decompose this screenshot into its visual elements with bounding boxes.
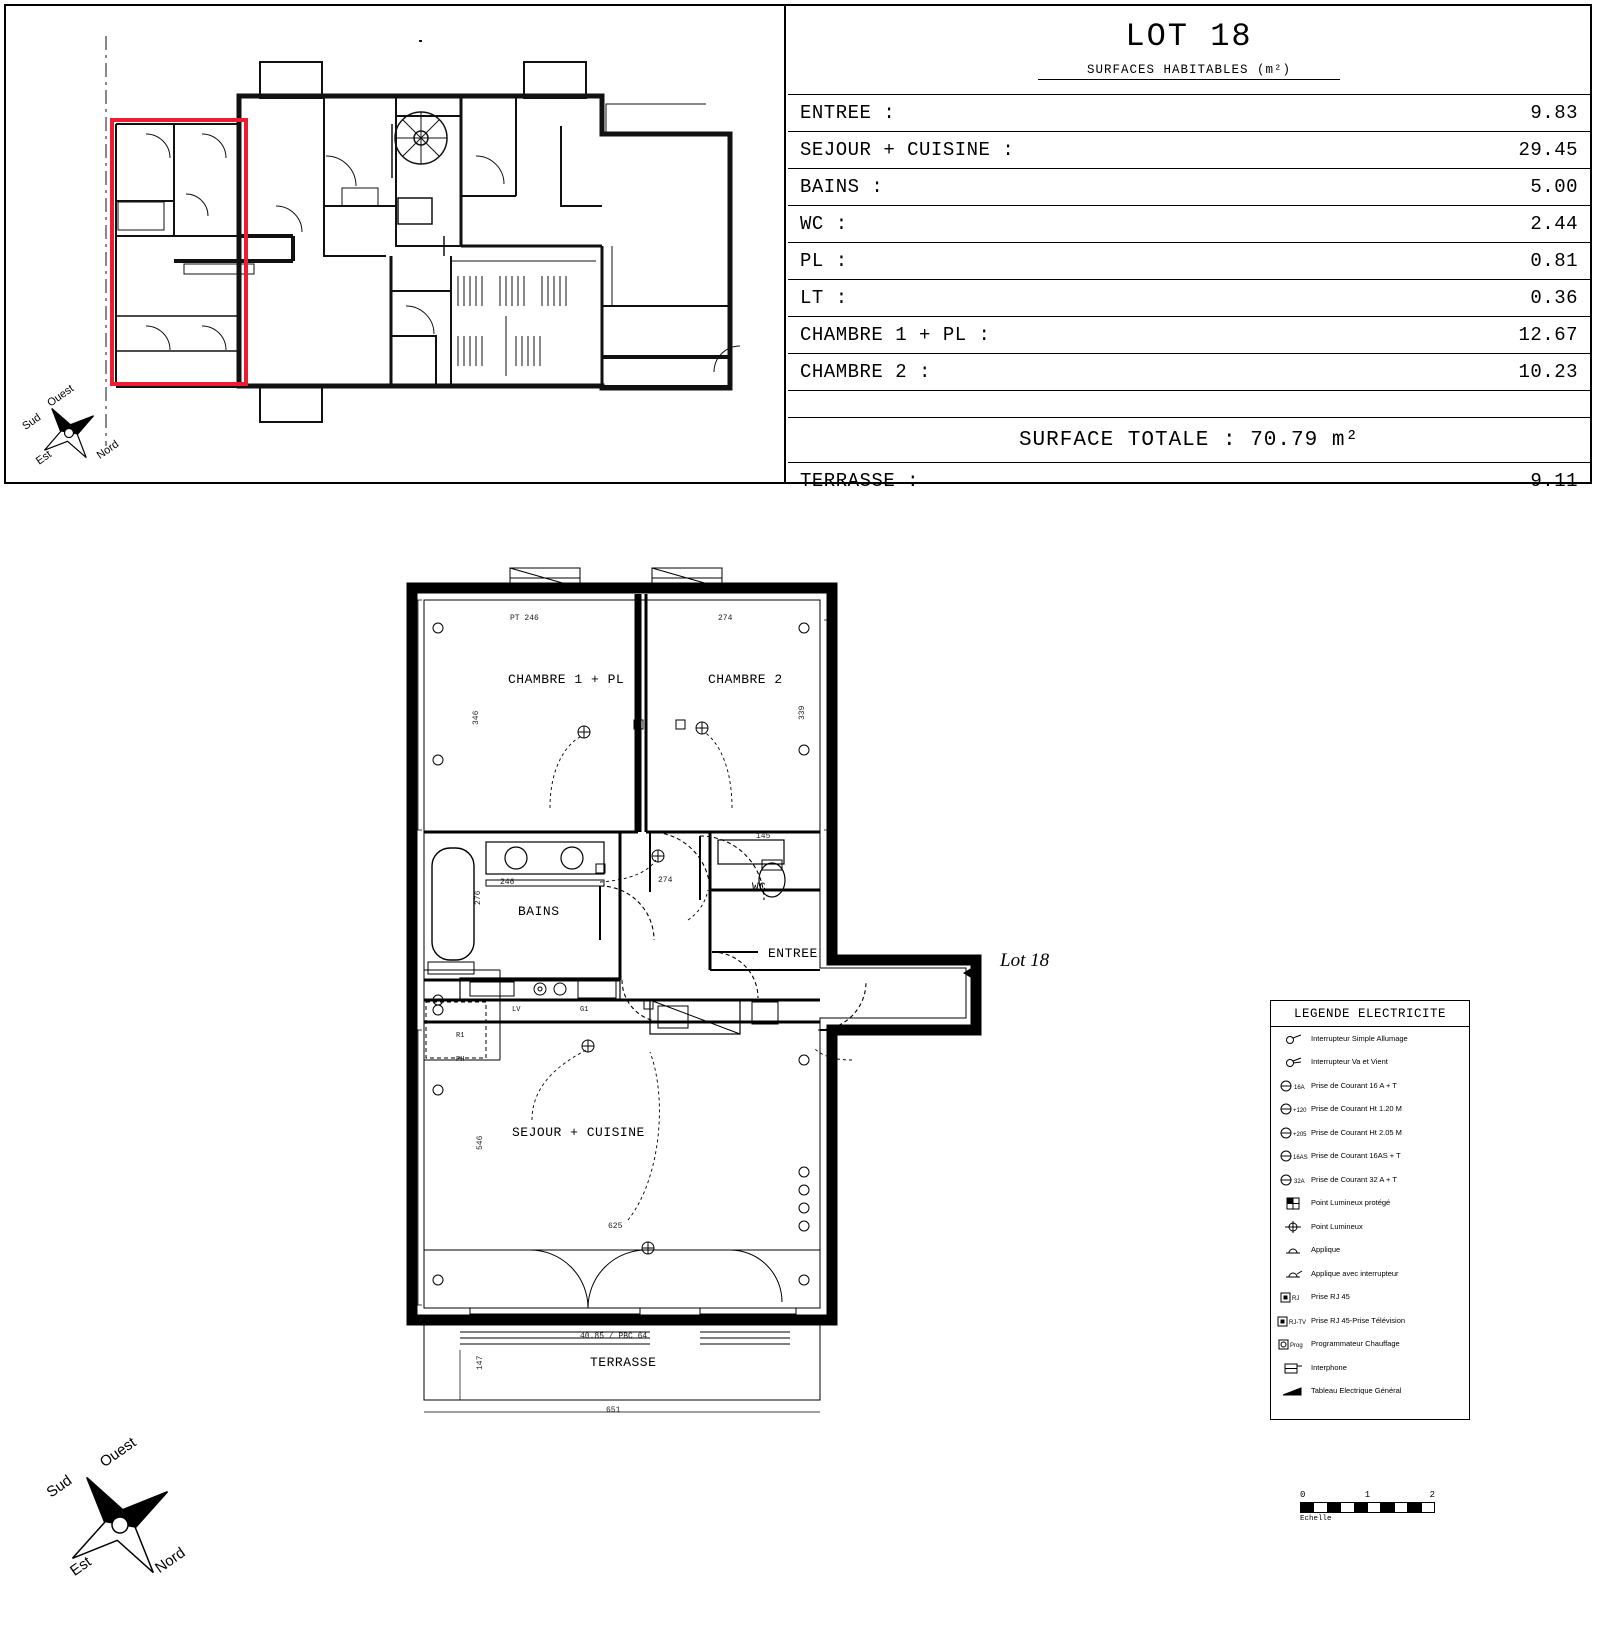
title-block-panel: [4, 4, 1592, 492]
surfaces-row-list: [788, 94, 1590, 499]
row-value: 29.45: [1518, 139, 1578, 161]
socket-h120-icon: [1277, 1103, 1311, 1115]
compass-rose-keyplan: [14, 382, 124, 481]
switch-simple-icon: [1277, 1033, 1311, 1045]
compass-label-ouest: Ouest: [45, 382, 77, 410]
switch-va-et-vient-icon: [1277, 1056, 1311, 1068]
table-row: [788, 316, 1590, 353]
row-label: ENTREE :: [800, 102, 896, 124]
floor-plan-drawing: [400, 560, 1100, 1420]
light-point-protected-icon: [1277, 1196, 1311, 1210]
lot-marker-label: Lot 18: [1000, 950, 1050, 971]
table-row: [788, 168, 1590, 205]
socket-16as-icon: [1277, 1150, 1311, 1162]
surfaces-subtitle: SURFACES HABITABLES (m²): [1038, 63, 1340, 80]
lot-highlight-rectangle: [110, 118, 248, 386]
legend-title: LEGENDE ELECTRICITE: [1271, 1001, 1469, 1027]
electrical-panel-icon: [1277, 1385, 1311, 1397]
legend-item: [1271, 1121, 1469, 1145]
socket-16a-icon: [1277, 1080, 1311, 1092]
rj45-icon: [1277, 1291, 1311, 1303]
row-value: 5.00: [1530, 176, 1578, 198]
table-row: [788, 94, 1590, 131]
socket-h205-icon: [1277, 1127, 1311, 1139]
compass-rose-main: [30, 1434, 210, 1610]
dimension-terrasse-width: 651: [606, 1406, 621, 1415]
table-row: [788, 242, 1590, 279]
legend-item: [1271, 1051, 1469, 1075]
scale-tick-0: 0: [1300, 1490, 1306, 1500]
dimension-terrasse-depth: 147: [476, 1355, 485, 1370]
compass-label-sud: Sud: [20, 411, 44, 433]
row-label: LT :: [800, 287, 848, 309]
compass-label-nord: Nord: [94, 438, 122, 462]
legend-item: [1271, 1380, 1469, 1404]
appliance-tag-lv: LV: [512, 1006, 521, 1014]
legend-item-label: Point Lumineux protégé: [1311, 1198, 1391, 1208]
scale-caption: Echelle: [1300, 1515, 1332, 1523]
legend-item-label: Programmateur Chauffage: [1311, 1339, 1400, 1349]
row-value: 0.36: [1530, 287, 1578, 309]
dimension-chambre2-width: 274: [718, 614, 733, 623]
legend-item-label: Prise de Courant 32 A + T: [1311, 1174, 1397, 1184]
table-spacer-row: [788, 390, 1590, 417]
compass-label-est: Est: [33, 448, 54, 468]
svg-text:RJ-TV: RJ-TV: [1289, 1319, 1306, 1326]
row-value: 10.23: [1518, 361, 1578, 383]
row-value: 0.81: [1530, 250, 1578, 272]
room-label-entree: ENTREE: [768, 946, 818, 961]
svg-text:RJ: RJ: [1292, 1296, 1300, 1303]
compass-label-ouest: Ouest: [96, 1434, 140, 1471]
table-row: [788, 353, 1590, 390]
surfaces-table: [788, 6, 1590, 492]
key-plan: [6, 6, 786, 482]
room-label-chambre2: CHAMBRE 2: [708, 672, 783, 687]
legend-item: [1271, 1074, 1469, 1098]
legend-item: [1271, 1098, 1469, 1122]
compass-label-sud: Sud: [43, 1471, 76, 1502]
scale-bar: [1300, 1490, 1435, 1523]
terrasse-value: 9.11: [1530, 470, 1578, 492]
legend-item-label: Interphone: [1311, 1362, 1347, 1372]
appliance-tag-r1: R1: [456, 1032, 465, 1040]
appliance-tag-ph: PH: [456, 1056, 465, 1064]
lot-title: LOT 18: [1125, 18, 1253, 55]
legend-item-label: Prise de Courant 16AS + T: [1311, 1151, 1401, 1161]
light-point-icon: [1277, 1220, 1311, 1234]
row-label: BAINS :: [800, 176, 884, 198]
legend-item-label: Point Lumineux: [1311, 1221, 1363, 1231]
legend-item-label: Prise de Courant Ht 2.05 M: [1311, 1127, 1402, 1137]
applique-icon: [1277, 1244, 1311, 1256]
appliance-tag-g1: G1: [580, 1006, 589, 1014]
table-row: [788, 205, 1590, 242]
row-label: SEJOUR + CUISINE :: [800, 139, 1015, 161]
legend-item-label: Prise de Courant 16 A + T: [1311, 1080, 1397, 1090]
socket-32a-icon: [1277, 1174, 1311, 1186]
legend-item-label: Interrupteur Va et Vient: [1311, 1057, 1388, 1067]
row-value: 9.83: [1530, 102, 1578, 124]
dimension-wc-width: 145: [756, 832, 771, 841]
room-label-terrasse: TERRASSE: [590, 1355, 657, 1370]
dimension-sejour-height: 546: [476, 1135, 485, 1150]
interphone-icon: [1277, 1362, 1311, 1374]
legend-item-label: Applique avec interrupteur: [1311, 1268, 1399, 1278]
room-label-wc: WC: [752, 882, 767, 894]
row-value: 12.67: [1518, 324, 1578, 346]
table-row: [788, 279, 1590, 316]
scale-tick-labels: [1300, 1490, 1435, 1500]
legend-item: [1271, 1356, 1469, 1380]
dimension-chambre2-height: 339: [798, 705, 807, 720]
rj45-tv-icon: [1277, 1315, 1311, 1327]
total-label: SURFACE TOTALE :: [1018, 428, 1237, 452]
legend-item: [1271, 1333, 1469, 1357]
compass-label-est: Est: [67, 1553, 95, 1580]
dimension-bains-width: 246: [500, 878, 515, 887]
programmer-icon: [1277, 1338, 1311, 1350]
compass-label-nord: Nord: [152, 1544, 189, 1577]
row-label: CHAMBRE 2 :: [800, 361, 931, 383]
legend-item-label: Applique: [1311, 1245, 1341, 1255]
row-value: 2.44: [1530, 213, 1578, 235]
row-label: CHAMBRE 1 + PL :: [800, 324, 991, 346]
scale-tick-1: 1: [1364, 1490, 1371, 1500]
lot-pointer-arrow: [963, 962, 981, 984]
svg-text:+120: +120: [1293, 1108, 1307, 1115]
total-value: 70.79: [1250, 428, 1319, 452]
svg-text:16A: 16A: [1294, 1084, 1305, 1091]
dimension-corridor: 274: [658, 876, 673, 885]
electrical-legend: [1270, 1000, 1470, 1420]
legend-item: [1271, 1262, 1469, 1286]
surface-total-row: [788, 417, 1590, 463]
row-label: WC :: [800, 213, 848, 235]
svg-text:+205: +205: [1293, 1131, 1307, 1138]
scale-graphic: [1300, 1502, 1435, 1513]
legend-item: [1271, 1239, 1469, 1263]
legend-item: [1271, 1145, 1469, 1169]
legend-item-label: Interrupteur Simple Allumage: [1311, 1033, 1408, 1043]
legend-item: [1271, 1215, 1469, 1239]
apartment-floor-plan: [400, 560, 1100, 1420]
terrasse-note: 40.85 / PBC 64: [580, 1332, 648, 1341]
legend-item: [1271, 1309, 1469, 1333]
legend-item-label: Prise RJ 45-Prise Télévision: [1311, 1315, 1406, 1325]
svg-text:16AS: 16AS: [1293, 1155, 1308, 1162]
room-label-chambre1: CHAMBRE 1 + PL: [508, 672, 625, 687]
scale-tick-2: 2: [1429, 1490, 1435, 1500]
legend-item-label: Prise de Courant Ht 1.20 M: [1311, 1104, 1402, 1114]
svg-text:Prog: Prog: [1290, 1343, 1303, 1350]
room-label-bains: BAINS: [518, 904, 560, 919]
row-label: PL :: [800, 250, 848, 272]
dimension-bains-height: 276: [474, 890, 483, 905]
legend-item: [1271, 1168, 1469, 1192]
legend-item: [1271, 1286, 1469, 1310]
table-row: [788, 131, 1590, 168]
dimension-chambre1-width: 346: [472, 710, 481, 725]
dimension-pt246: PT 246: [510, 614, 539, 623]
svg-text:32A: 32A: [1294, 1178, 1305, 1185]
total-unit: m²: [1331, 428, 1360, 452]
legend-item-label: Prise RJ 45: [1311, 1292, 1350, 1302]
legend-item: [1271, 1027, 1469, 1051]
legend-item-label: Tableau Electrique Général: [1311, 1386, 1402, 1396]
applique-switch-icon: [1277, 1268, 1311, 1280]
room-label-sejour: SEJOUR + CUISINE: [512, 1125, 645, 1140]
terrasse-row: [788, 463, 1590, 499]
dimension-sejour-width: 625: [608, 1222, 623, 1231]
terrasse-label: TERRASSE :: [800, 470, 920, 492]
legend-item: [1271, 1192, 1469, 1216]
